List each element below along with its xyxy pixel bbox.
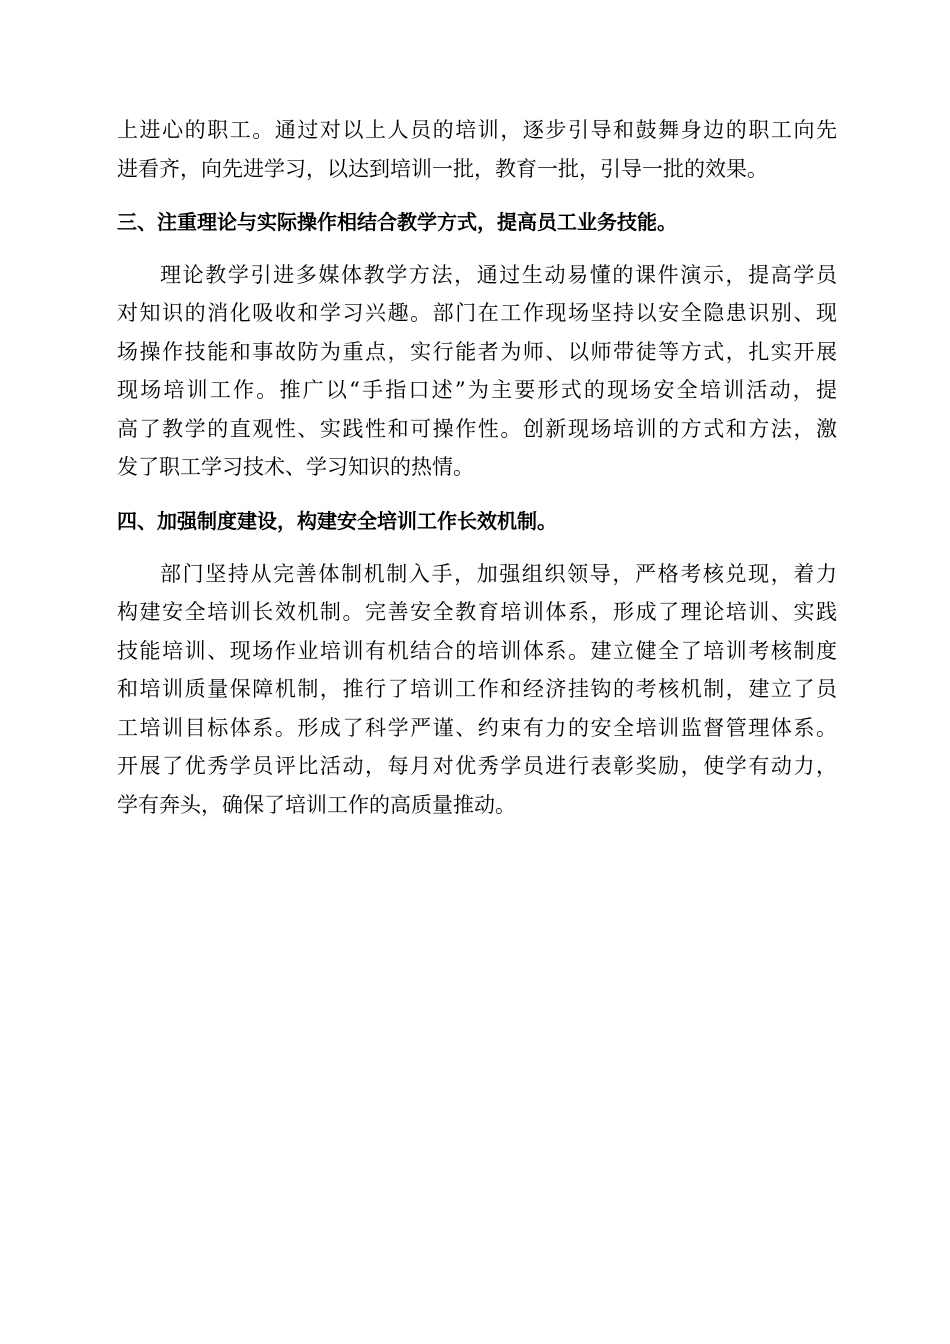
text-line: 技能培训、现场作业培训有机结合的培训体系。建立健全了培训考核制度 [117, 639, 837, 663]
text-line: 部门坚持从完善体制机制入手，加强组织领导，严格考核兑现，着力 [160, 562, 837, 586]
text-line: 工培训目标体系。形成了科学严谨、约束有力的安全培训监督管理体系。 [117, 716, 837, 740]
text-line: 发了职工学习技术、学习知识的热情。 [117, 455, 474, 479]
text-line: 对知识的消化吸收和学习兴趣。部门在工作现场坚持以安全隐患识别、现 [117, 301, 837, 325]
text-line: 现场培训工作。推广以“手指口述”为主要形式的现场安全培训活动，提 [117, 378, 837, 402]
text-line: 开展了优秀学员评比活动，每月对优秀学员进行表彰奖励，使学有动力， [117, 754, 837, 778]
text-line: 构建安全培训长效机制。完善安全教育培训体系，形成了理论培训、实践 [117, 600, 837, 624]
text-line: 场操作技能和事故防为重点，实行能者为师、以师带徒等方式，扎实开展 [117, 340, 837, 364]
text-line: 和培训质量保障机制，推行了培训工作和经济挂钩的考核机制，建立了员 [117, 677, 837, 701]
text-line: 上进心的职工。通过对以上人员的培训，逐步引导和鼓舞身边的职工向先 [117, 118, 837, 142]
text-line: 进看齐，向先进学习，以达到培训一批，教育一批，引导一批的效果。 [117, 157, 768, 181]
text-line: 理论教学引进多媒体教学方法，通过生动易懂的课件演示，提高学员 [160, 263, 837, 287]
text-line: 高了教学的直观性、实践性和可操作性。创新现场培训的方式和方法，激 [117, 417, 837, 441]
text-line: 学有奔头，确保了培训工作的高质量推动。 [117, 793, 516, 817]
section-heading-3: 三、注重理论与实际操作相结合教学方式，提高员工业务技能。 [117, 210, 677, 234]
section-heading-4: 四、加强制度建设，构建安全培训工作长效机制。 [117, 509, 557, 533]
